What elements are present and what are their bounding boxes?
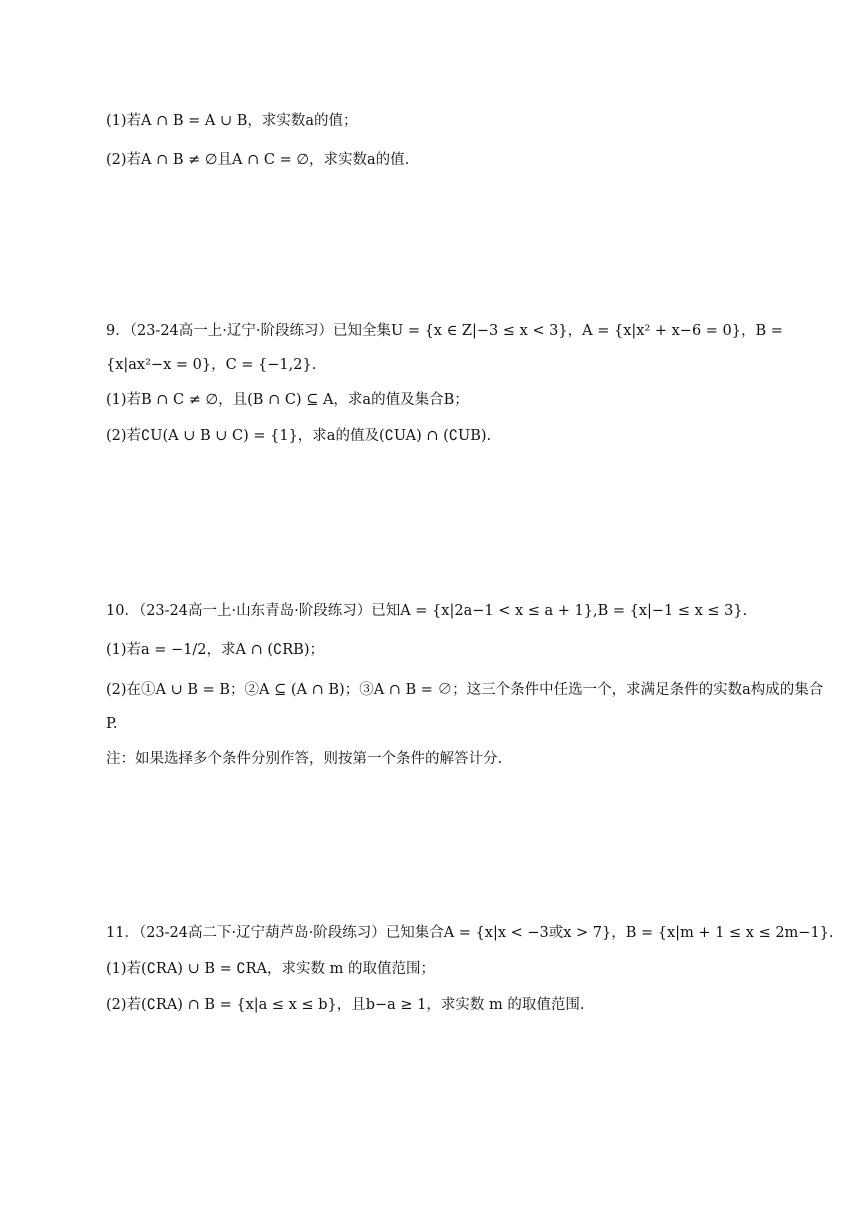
problem-11-part-2: (2)若(∁RA) ∩ B = {x|a ≤ x ≤ b}，且b−a ≥ 1，求实数 m 的取值范围. [106, 997, 585, 1013]
problem-9-part-1: (1)若B ∩ C ≠ ∅，且(B ∩ C) ⊆ A，求a的值及集合B； [106, 392, 469, 408]
problem-8-part-2: (2)若A ∩ B ≠ ∅且A ∩ C = ∅，求实数a的值. [106, 152, 410, 168]
problem-10-part-2-line-1: (2)在①A ∪ B = B；②A ⊆ (A ∩ B)；③A ∩ B = ∅；这三个条件中任选一个，求满足条件的实数a构成的集合 [106, 682, 824, 698]
problem-10-part-1: (1)若a = −1/2，求A ∩ (∁RB)； [106, 642, 324, 658]
problem-8-part-1: (1)若A ∩ B = A ∪ B，求实数a的值； [106, 113, 358, 129]
problem-10-note: 注：如果选择多个条件分别作答，则按第一个条件的解答计分. [106, 751, 503, 767]
problem-9-part-2: (2)若∁U(A ∪ B ∪ C) = {1}，求a的值及(∁UA) ∩ (∁UB). [106, 428, 492, 444]
problem-9-stem-line-1: 9．（23-24高一上·辽宁·阶段练习）已知全集U = {x ∈ Z|−3 ≤ x < 3}，A = {x|x² + x−6 = 0}，B = [106, 323, 783, 339]
problem-11-stem: 11．（23-24高二下·辽宁葫芦岛·阶段练习）已知集合A = {x|x < −3或x > 7}，B = {x|m + 1 ≤ x ≤ 2m−1}. [106, 925, 834, 941]
problem-10-stem: 10．（23-24高一上·山东青岛·阶段练习）已知A = {x|2a−1 < x ≤ a + 1},B = {x|−1 ≤ x ≤ 3}. [106, 603, 748, 619]
problem-9-stem-line-2: {x|ax²−x = 0}，C = {−1,2}. [106, 357, 317, 373]
problem-11-part-1: (1)若(∁RA) ∪ B = ∁RA，求实数 m 的取值范围； [106, 961, 435, 977]
problem-10-part-2-line-2: P. [106, 716, 118, 732]
